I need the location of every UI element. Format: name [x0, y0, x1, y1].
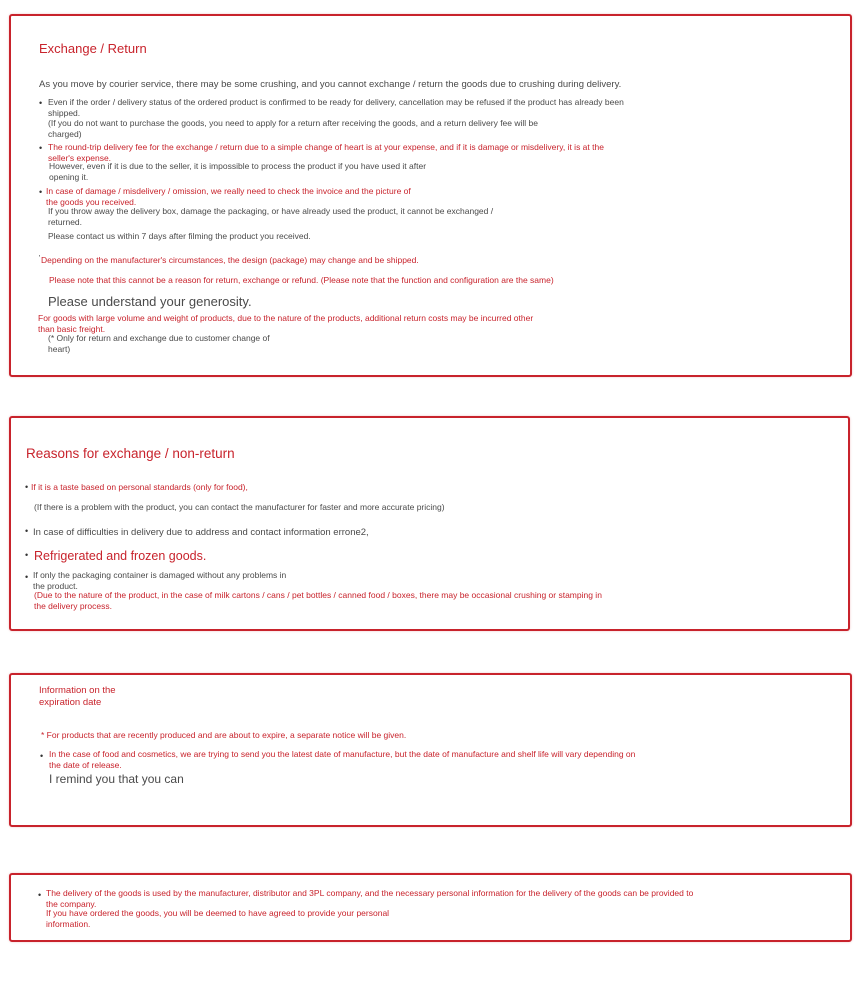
text-line: The delivery of the goods is used by the manufacturer, distributor and 3PL company, and the necessary personal information for the delivery of the goods can be provided to — [46, 888, 694, 898]
text-line: If you throw away the delivery box, damage the packaging, or have already used the product, it cannot be exchanged / — [48, 206, 494, 216]
exchange-return-title: Exchange / Return — [39, 41, 147, 56]
expiration-title: expiration date — [39, 697, 102, 708]
text-line: information. — [46, 919, 91, 929]
text-line: Please note that this cannot be a reason for return, exchange or refund. (Please note that the function and configuration are the same) — [49, 275, 554, 285]
bullet-dot: • — [25, 572, 29, 582]
text-line: For goods with large volume and weight of products, due to the nature of the products, additional return costs may be incurred other — [38, 313, 534, 323]
refrigerated-note: Refrigerated and frozen goods. — [34, 549, 207, 563]
text-line: opening it. — [49, 172, 89, 182]
text-line: than basic freight. — [38, 324, 106, 334]
text-line: the goods you received. — [46, 197, 137, 207]
expiration-title: Information on the — [39, 685, 116, 696]
bullet-dot: • — [39, 143, 43, 153]
text-line: However, even if it is due to the seller, it is impossible to process the product if you have used it after — [49, 161, 427, 171]
bullet-dot: • — [39, 98, 43, 108]
text-line: the date of release. — [49, 760, 122, 770]
text-line: If only the packaging container is damaged without any problems in — [33, 570, 287, 580]
text-line: Even if the order / delivery status of the ordered product is confirmed to be ready for delivery, cancellation may be refused if the product has already been — [48, 97, 624, 107]
text-line: The round-trip delivery fee for the exchange / return due to a simple change of heart is at your expense, and if it is damage or misdelivery, it is at the — [48, 142, 604, 152]
text-line: (Due to the nature of the product, in the case of milk cartons / cans / pet bottles / canned food / boxes, there may be occasional crushing or stamping in — [34, 590, 602, 600]
text-line: charged) — [48, 129, 82, 139]
text-line: Please contact us within 7 days after filming the product you received. — [48, 231, 311, 241]
bullet-dot: • — [25, 526, 29, 536]
bullet-dot: ' — [39, 255, 41, 262]
text-line: the delivery process. — [34, 601, 112, 611]
text-line: shipped. — [48, 108, 81, 118]
text-line: In the case of food and cosmetics, we are trying to send you the latest date of manufacture, but the date of manufacture and shelf life will vary depending on — [49, 749, 636, 759]
intro-text: As you move by courier service, there may be some crushing, and you cannot exchange / return the goods due to crushing during delivery. — [39, 79, 622, 90]
text-line: returned. — [48, 217, 83, 227]
text-line: heart) — [48, 344, 71, 354]
bullet-dot: • — [25, 550, 29, 560]
text-line: If you have ordered the goods, you will be deemed to have agreed to provide your personal — [46, 908, 390, 918]
bullet-dot: • — [38, 890, 42, 900]
text-line: seller's expense. — [48, 153, 112, 163]
text-line: the product. — [33, 581, 78, 591]
text-line: * For products that are recently produced and are about to expire, a separate notice will be given. — [41, 730, 407, 740]
bullet-dot: • — [40, 751, 44, 761]
text-line: If it is a taste based on personal standards (only for food), — [31, 482, 248, 492]
bullet-dot: • — [39, 187, 43, 197]
text-line: the company. — [46, 899, 97, 909]
reminder-text: I remind you that you can — [49, 772, 184, 786]
text-line: Depending on the manufacturer's circumstances, the design (package) may change and be shipped. — [41, 255, 419, 265]
text-line: In case of difficulties in delivery due to address and contact information errone2, — [33, 527, 369, 538]
text-line: (* Only for return and exchange due to customer change of — [48, 333, 270, 343]
text-line: (If there is a problem with the product, you can contact the manufacturer for faster and more accurate pricing) — [34, 502, 445, 512]
bullet-dot: • — [25, 482, 29, 492]
non-return-title: Reasons for exchange / non-return — [26, 446, 235, 461]
text-line: (If you do not want to purchase the goods, you need to apply for a return after receiving the goods, and a return delivery fee will be — [48, 118, 538, 128]
generosity-note: Please understand your generosity. — [48, 294, 252, 309]
text-line: In case of damage / misdelivery / omission, we really need to check the invoice and the picture of — [46, 186, 411, 196]
